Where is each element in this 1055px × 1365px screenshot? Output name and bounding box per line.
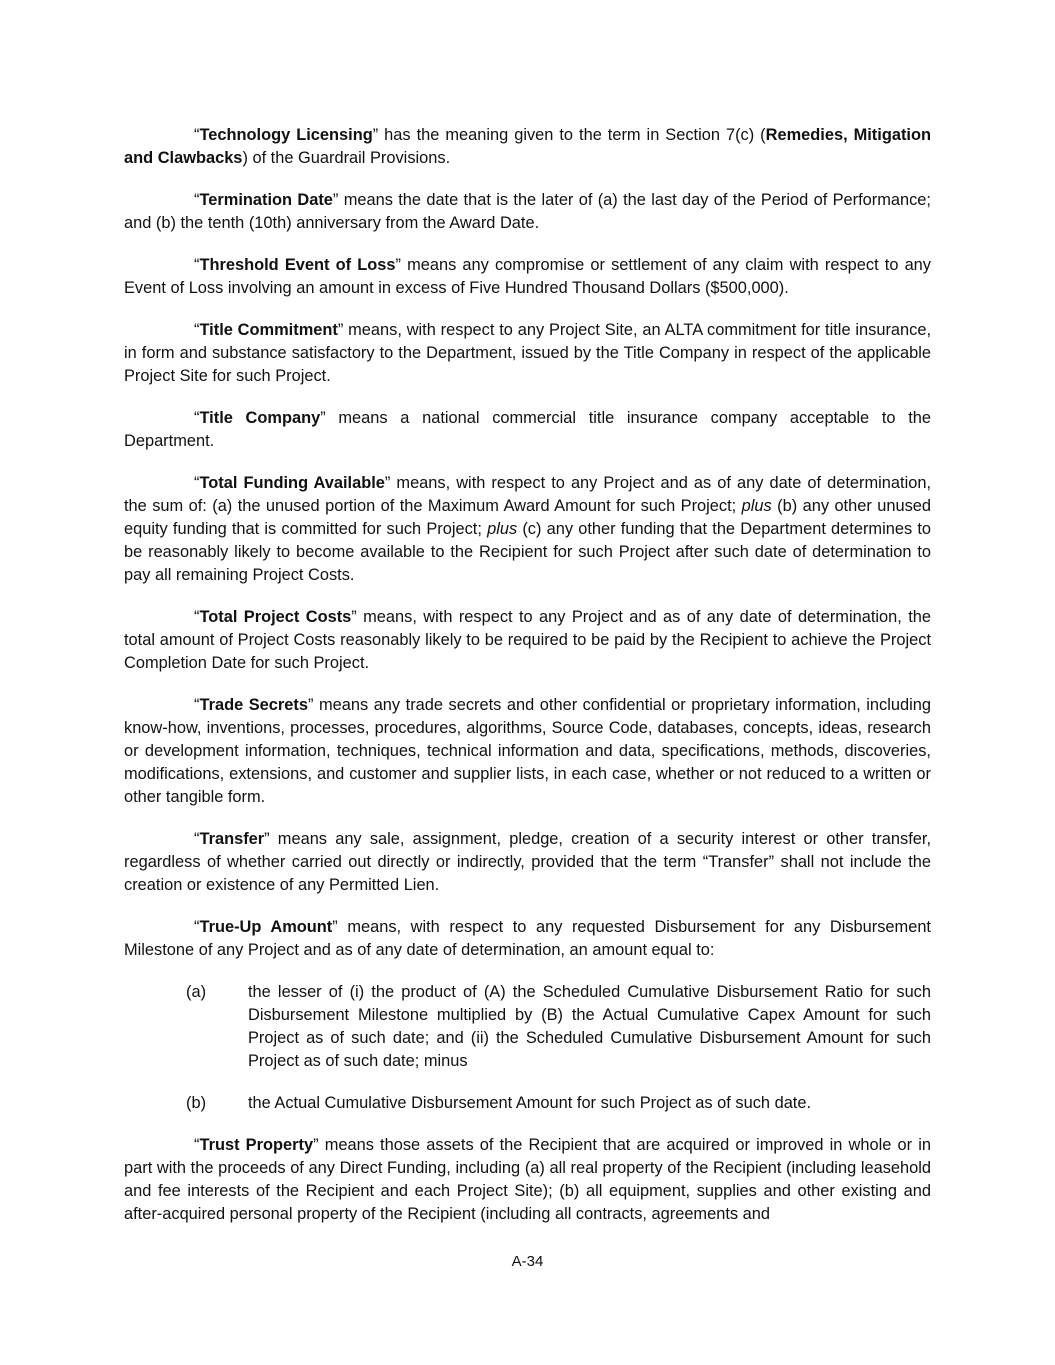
list-item-text: the Actual Cumulative Disbursement Amount for such Project as of such date. xyxy=(248,1094,812,1112)
definition-transfer: “Transfer” means any sale, assignment, pledge, creation of a security interest or other transfer, regardless of whether carried out directly or indirectly, provided that the term “Transfer” shall not include the creation or existence of any Permitted Lien. xyxy=(124,830,931,894)
definition-threshold-event-of-loss: “Threshold Event of Loss” means any compromise or settlement of any claim with respect to any Event of Loss involving an amount in excess of Five Hundred Thousand Dollars ($500,000). xyxy=(124,256,931,297)
definition-text: ” means a national commercial title insurance company acceptable to the Department. xyxy=(124,409,931,450)
definition-title-company: “Title Company” means a national commercial title insurance company acceptable to the Department. xyxy=(124,409,931,450)
page-number: A-34 xyxy=(511,1253,544,1270)
defined-term: Total Funding Available xyxy=(199,474,385,492)
defined-term: Total Project Costs xyxy=(199,608,352,626)
definition-text: plus xyxy=(741,497,772,515)
list-item xyxy=(124,981,931,1073)
definition-text: ” means, with respect to any Project and as of any date of determination, the sum of: (a) the unused portion of the Maximum Award Amount for such Project; xyxy=(124,474,931,515)
list-item-label: (a) xyxy=(186,983,207,1001)
true-up-items xyxy=(124,981,931,1115)
definition-trade-secrets: “Trade Secrets” means any trade secrets and other confidential or proprietary information, including know-how, inventions, processes, procedures, algorithms, Source Code, databases, concepts, ideas, research or development information, techniques, technical information and data, specifications, methods, discoveries, modifications, extensions, and customer and supplier lists, in each case, whether or not reduced to a written or other tangible form. xyxy=(124,696,931,806)
list-item-text: the lesser of (i) the product of (A) the Scheduled Cumulative Disbursement Ratio for such Disbursement Milestone multiplied by (B) the Actual Cumulative Capex Amount for such Project as of such date; and (ii) the Scheduled Cumulative Disbursement Amount for such Project as of such date; minus xyxy=(248,983,931,1070)
definition-text: ” means, with respect to any requested Disbursement for any Disbursement Milestone of any Project and as of any date of determination, an amount equal to: xyxy=(124,918,931,959)
definition-total-funding-available: “Total Funding Available” means, with respect to any Project and as of any date of determination, the sum of: (a) the unused portion of the Maximum Award Amount for such Project; plus (b) any other unused equity funding that is committed for such Project; plus (c) any other funding that the Department determines to be reasonably likely to become available to the Recipient for such Project after such date of determination to pay all remaining Project Costs. xyxy=(124,474,931,584)
document-body xyxy=(124,124,931,1245)
trust-property-definition xyxy=(124,1134,931,1226)
definition-technology-licensing: “Technology Licensing” has the meaning given to the term in Section 7(c) (Remedies, Mitigation and Clawbacks) of the Guardrail Provisions. xyxy=(124,126,931,167)
list-item-label: (b) xyxy=(186,1094,207,1112)
definition-text: (c) any other funding that the Department determines to be reasonably likely to become available to the Recipient for such Project after such date of determination to pay all remaining Project Costs. xyxy=(124,520,931,584)
definition-text: plus xyxy=(487,520,518,538)
defined-term: Transfer xyxy=(199,830,265,848)
definition-text: ” means those assets of the Recipient that are acquired or improved in whole or in part with the proceeds of any Direct Funding, including (a) all real property of the Recipient (including leasehold and fee interests of the Recipient and each Project Site); (b) all equipment, supplies and other existing and after-acquired personal property of the Recipient (including all contracts, agreements and xyxy=(124,1136,931,1223)
definition-text: (b) any other unused equity funding that is committed for such Project; xyxy=(124,497,931,538)
definition-termination-date: “Termination Date” means the date that is the later of (a) the last day of the Period of Performance; and (b) the tenth (10th) anniversary from the Award Date. xyxy=(124,191,931,232)
definition-text: ” means any sale, assignment, pledge, creation of a security interest or other transfer, regardless of whether carried out directly or indirectly, provided that the term “Transfer” shall not include the creation or existence of any Permitted Lien. xyxy=(124,830,931,894)
definition-text: ” means the date that is the later of (a) the last day of the Period of Performance; and (b) the tenth (10th) anniversary from the Award Date. xyxy=(124,191,931,232)
list-item xyxy=(124,1092,931,1115)
defined-term: Trade Secrets xyxy=(199,696,308,714)
definition-text: ” means, with respect to any Project and as of any date of determination, the total amount of Project Costs reasonably likely to be required to be paid by the Recipient to achieve the Project Completion Date for such Project. xyxy=(124,608,931,672)
defined-term: Threshold Event of Loss xyxy=(199,256,396,274)
defined-term: True-Up Amount xyxy=(199,918,333,936)
definition-text: ” means any compromise or settlement of any claim with respect to any Event of Loss involving an amount in excess of Five Hundred Thousand Dollars ($500,000). xyxy=(124,256,931,297)
definition-true-up-amount: “True-Up Amount” means, with respect to any requested Disbursement for any Disbursement Milestone of any Project and as of any date of determination, an amount equal to: xyxy=(124,918,931,959)
defined-term: Title Company xyxy=(199,409,321,427)
definition-trust-property: “Trust Property” means those assets of the Recipient that are acquired or improved in whole or in part with the proceeds of any Direct Funding, including (a) all real property of the Recipient (including leasehold and fee interests of the Recipient and each Project Site); (b) all equipment, supplies and other existing and after-acquired personal property of the Recipient (including all contracts, agreements and xyxy=(124,1136,931,1223)
definition-text: ” has the meaning given to the term in Section 7(c) ( xyxy=(372,126,766,144)
defined-term: Technology Licensing xyxy=(199,126,373,144)
definition-title-commitment: “Title Commitment” means, with respect to any Project Site, an ALTA commitment for title insurance, in form and substance satisfactory to the Department, issued by the Title Company in respect of the applicable Project Site for such Project. xyxy=(124,321,931,385)
definition-text: ) of the Guardrail Provisions. xyxy=(242,149,451,167)
definition-text: ” means any trade secrets and other confidential or proprietary information, including know-how, inventions, processes, procedures, algorithms, Source Code, databases, concepts, ideas, research or development information, techniques, technical information and data, specifications, methods, discoveries, modifications, extensions, and customer and supplier lists, in each case, whether or not reduced to a written or other tangible form. xyxy=(124,696,931,806)
defined-term: Title Commitment xyxy=(199,321,338,339)
definition-text: Remedies, Mitigation and Clawbacks xyxy=(124,126,931,167)
definition-text: ” means, with respect to any Project Site, an ALTA commitment for title insurance, in form and substance satisfactory to the Department, issued by the Title Company in respect of the applicable Project Site for such Project. xyxy=(124,321,931,385)
defined-term: Trust Property xyxy=(199,1136,314,1154)
defined-term: Termination Date xyxy=(199,191,333,209)
definition-total-project-costs: “Total Project Costs” means, with respect to any Project and as of any date of determination, the total amount of Project Costs reasonably likely to be required to be paid by the Recipient to achieve the Project Completion Date for such Project. xyxy=(124,608,931,672)
definitions-list xyxy=(124,124,931,962)
